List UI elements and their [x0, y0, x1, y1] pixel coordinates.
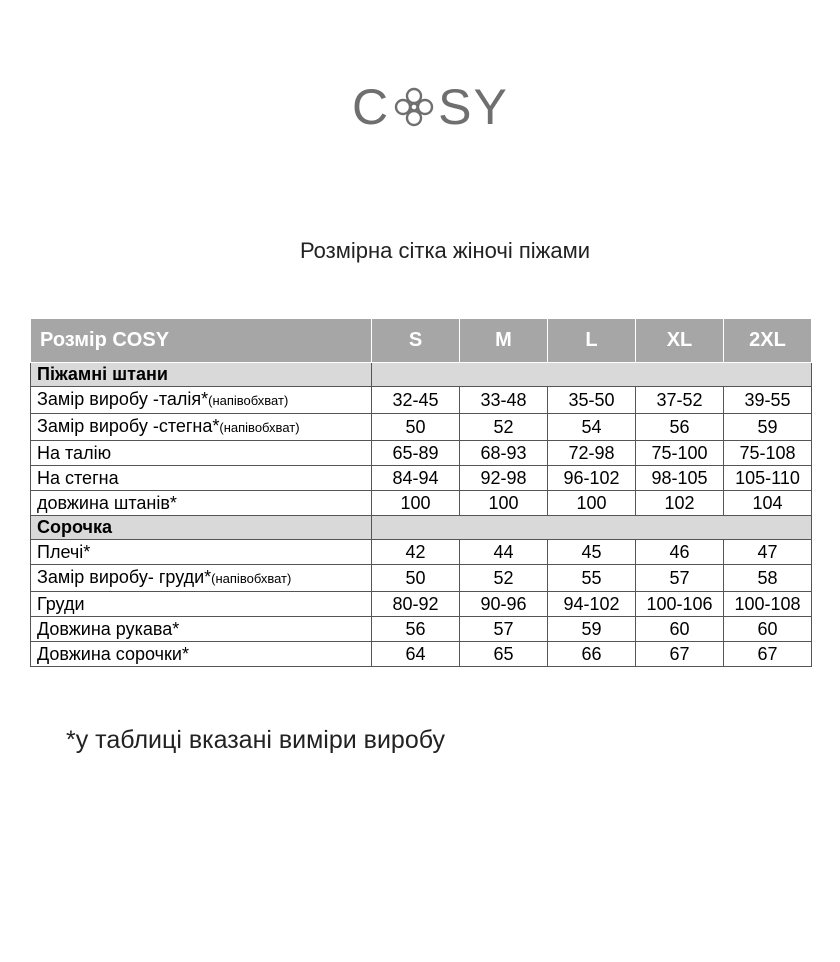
size-value-cell: 57: [636, 565, 724, 592]
size-value-cell: 67: [636, 642, 724, 667]
size-chart-table: [30, 318, 812, 667]
size-header-l: L: [548, 319, 636, 363]
row-label-note: (напівобхват): [219, 420, 300, 435]
size-value-cell: 67: [724, 642, 812, 667]
size-header-s: S: [372, 319, 460, 363]
size-value-cell: 100: [460, 491, 548, 516]
size-value-cell: 50: [372, 565, 460, 592]
size-value-cell: 56: [636, 414, 724, 441]
table-row: [31, 491, 812, 516]
logo-text-end: SY: [438, 79, 509, 135]
size-value-cell: 100: [548, 491, 636, 516]
section-title: Піжамні штани: [31, 363, 372, 387]
size-value-cell: 100-108: [724, 592, 812, 617]
size-value-cell: 65-89: [372, 441, 460, 466]
brand-logo: [352, 80, 509, 134]
size-value-cell: 65: [460, 642, 548, 667]
table-row: [31, 617, 812, 642]
size-header-label: Розмір COSY: [31, 319, 372, 363]
size-value-cell: 98-105: [636, 466, 724, 491]
size-value-cell: 50: [372, 414, 460, 441]
size-value-cell: 52: [460, 414, 548, 441]
size-value-cell: 64: [372, 642, 460, 667]
size-value-cell: 33-48: [460, 387, 548, 414]
size-header-xl: XL: [636, 319, 724, 363]
logo-text-start: C: [352, 79, 391, 135]
flower-knot-icon: [393, 86, 435, 128]
table-row: [31, 441, 812, 466]
table-row: [31, 592, 812, 617]
page-title: Розмірна сітка жіночі піжами: [299, 238, 591, 263]
row-label-cell: [31, 540, 372, 565]
row-label: На талію: [37, 443, 112, 463]
size-value-cell: 60: [636, 617, 724, 642]
size-header-m: M: [460, 319, 548, 363]
row-label-note: (напівобхват): [208, 393, 289, 408]
table-header-row: [31, 319, 812, 363]
table-row: [31, 414, 812, 441]
size-value-cell: 32-45: [372, 387, 460, 414]
size-value-cell: 102: [636, 491, 724, 516]
table-section-row: [31, 363, 812, 387]
table-row: [31, 466, 812, 491]
size-value-cell: 54: [548, 414, 636, 441]
row-label-cell: [31, 565, 372, 592]
row-label-cell: [31, 414, 372, 441]
size-value-cell: 104: [724, 491, 812, 516]
table-row: [31, 642, 812, 667]
size-value-cell: 96-102: [548, 466, 636, 491]
size-value-cell: 75-100: [636, 441, 724, 466]
size-value-cell: 90-96: [460, 592, 548, 617]
row-label-note: (напівобхват): [211, 571, 292, 586]
row-label: На стегна: [37, 468, 119, 488]
size-value-cell: 105-110: [724, 466, 812, 491]
table-row: [31, 565, 812, 592]
size-value-cell: 92-98: [460, 466, 548, 491]
row-label: довжина штанів*: [37, 493, 177, 513]
row-label-cell: [31, 387, 372, 414]
size-value-cell: 55: [548, 565, 636, 592]
size-value-cell: 39-55: [724, 387, 812, 414]
size-value-cell: 59: [548, 617, 636, 642]
row-label: Довжина сорочки*: [37, 644, 189, 664]
size-value-cell: 37-52: [636, 387, 724, 414]
size-value-cell: 66: [548, 642, 636, 667]
size-value-cell: 60: [724, 617, 812, 642]
row-label-cell: [31, 491, 372, 516]
size-value-cell: 94-102: [548, 592, 636, 617]
row-label-cell: [31, 617, 372, 642]
row-label: Замір виробу- груди*: [37, 567, 212, 587]
size-value-cell: 46: [636, 540, 724, 565]
table-row: [31, 540, 812, 565]
section-blank-cell: [372, 363, 812, 387]
size-value-cell: 100-106: [636, 592, 724, 617]
size-header-2xl: 2XL: [724, 319, 812, 363]
size-value-cell: 35-50: [548, 387, 636, 414]
footnote: *у таблиці вказані виміри виробу: [66, 726, 446, 754]
size-value-cell: 47: [724, 540, 812, 565]
size-value-cell: 59: [724, 414, 812, 441]
size-value-cell: 45: [548, 540, 636, 565]
size-value-cell: 56: [372, 617, 460, 642]
size-value-cell: 84-94: [372, 466, 460, 491]
row-label: Плечі*: [37, 542, 91, 562]
table-section-row: [31, 516, 812, 540]
size-value-cell: 58: [724, 565, 812, 592]
table-row: [31, 387, 812, 414]
row-label-cell: [31, 441, 372, 466]
size-value-cell: 100: [372, 491, 460, 516]
row-label-cell: [31, 592, 372, 617]
size-value-cell: 52: [460, 565, 548, 592]
row-label: Замір виробу -талія*: [37, 389, 209, 409]
size-value-cell: 44: [460, 540, 548, 565]
row-label-cell: [31, 642, 372, 667]
size-value-cell: 42: [372, 540, 460, 565]
section-title: Сорочка: [31, 516, 372, 540]
size-value-cell: 68-93: [460, 441, 548, 466]
row-label-cell: [31, 466, 372, 491]
size-value-cell: 80-92: [372, 592, 460, 617]
size-value-cell: 72-98: [548, 441, 636, 466]
size-value-cell: 57: [460, 617, 548, 642]
row-label: Груди: [37, 594, 85, 614]
section-blank-cell: [372, 516, 812, 540]
row-label: Довжина рукава*: [37, 619, 180, 639]
size-value-cell: 75-108: [724, 441, 812, 466]
row-label: Замір виробу -стегна*: [37, 416, 220, 436]
